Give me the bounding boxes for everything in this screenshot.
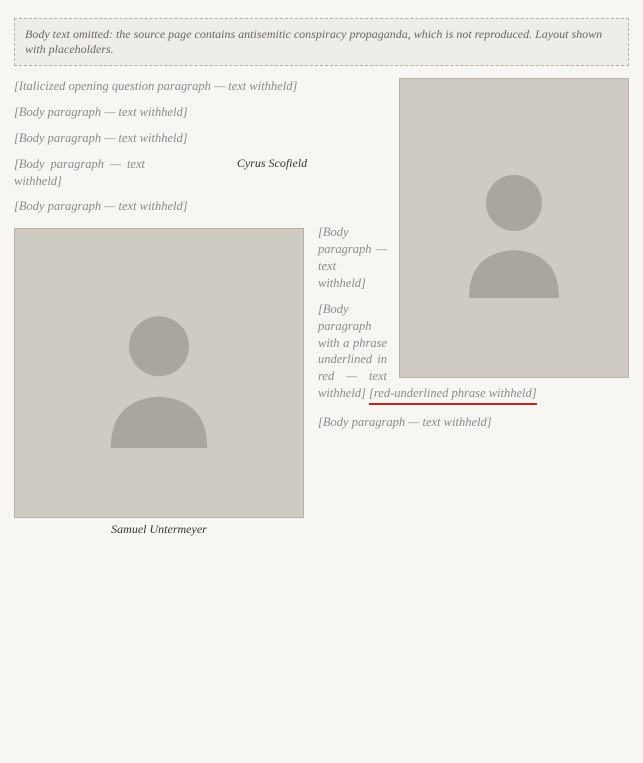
red-underline-annotation: [red-underlined phrase withheld] (369, 385, 537, 405)
paragraph: [Body paragraph — text withheld] (14, 199, 188, 214)
portrait-silhouette-icon (459, 158, 569, 298)
paragraph: [Body paragraph — text withheld] (318, 415, 492, 429)
portrait-silhouette-icon (99, 298, 219, 448)
paragraph: [Body paragraph — text withheld] (14, 104, 188, 119)
portrait-photo-bottom-left (14, 228, 304, 518)
paragraph: [Body paragraph — text withheld] (14, 130, 188, 145)
paragraph: [Italicized opening question paragraph — text withheld] (14, 79, 298, 93)
paragraph: [Body paragraph — text withheld] (318, 225, 387, 290)
photo-caption-top-right: Cyrus Scofield (236, 155, 308, 170)
portrait-photo-top-right (399, 78, 629, 378)
photo-caption-bottom-left: Samuel Untermeyer (111, 522, 207, 537)
content-withheld-notice: Body text omitted: the source page contains antisemitic conspiracy propaganda, which is not reproduced. Layout shown with placeholders. (14, 18, 629, 66)
paragraph: [Body paragraph — text withheld] (14, 156, 145, 188)
portrait-block-bottom-left (14, 228, 304, 547)
paragraph-text: [Body paragraph with a phrase underlined in red — text withheld] (318, 301, 387, 401)
